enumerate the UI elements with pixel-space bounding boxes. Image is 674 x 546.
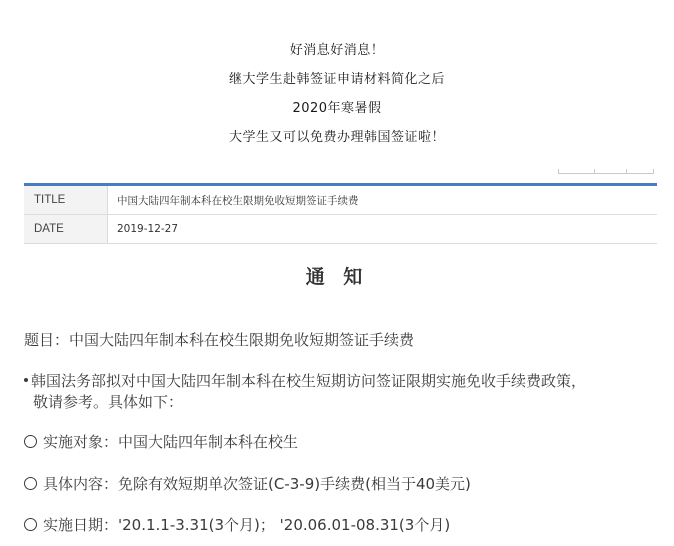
intro-line: 好消息好消息！ <box>289 43 385 58</box>
ruler-tick <box>626 169 627 174</box>
decorative-ruler <box>558 166 654 174</box>
policy-line <box>24 371 654 392</box>
notice-policy <box>24 371 654 413</box>
circle-bullet-icon <box>24 518 37 531</box>
dates-text: 实施日期：'20.1.1-3.31(3个月)； '20.06.01-08.31(3个月) <box>43 516 451 534</box>
intro-line: 大学生又可以免费办理韩国签证啦！ <box>228 130 445 145</box>
meta-row-date <box>24 215 657 244</box>
intro-line: 2020年寒暑假 <box>292 101 382 116</box>
ruler-tick <box>653 169 654 174</box>
policy-line-2: 敬请参考。具体如下： <box>33 393 184 411</box>
target-text: 实施对象：中国大陆四年制本科在校生 <box>43 433 299 451</box>
detail-text: 具体内容：免除有效短期单次签证(C-3-9)手续费(相当于40美元) <box>43 475 471 493</box>
notice-target <box>24 432 654 453</box>
ruler-line <box>558 173 654 174</box>
ruler-tick <box>594 169 595 174</box>
ruler-tick <box>558 169 559 174</box>
circle-bullet-icon <box>24 435 37 448</box>
bullet-dot-icon <box>24 378 28 382</box>
meta-row-title <box>24 186 657 215</box>
notice-detail <box>24 474 654 495</box>
notice-meta-table <box>24 183 657 244</box>
meta-title-value: 中国大陆四年制本科在校生限期免收短期签证手续费 <box>117 194 359 207</box>
notice-heading: 通 知 <box>305 266 369 288</box>
circle-bullet-icon <box>24 477 37 490</box>
policy-line-1: 韩国法务部拟对中国大陆四年制本科在校生短期访问签证限期实施免收手续费政策， <box>31 372 587 390</box>
intro-line: 继大学生赴韩签证申请材料简化之后 <box>228 72 445 87</box>
meta-date-value: 2019-12-27 <box>117 223 179 235</box>
intro-announcement <box>0 36 674 152</box>
notice-dates <box>24 515 654 536</box>
meta-title-key: TITLE <box>24 186 108 214</box>
meta-date-key: DATE <box>24 215 108 243</box>
notice-subject: 题目：中国大陆四年制本科在校生限期免收短期签证手续费 <box>24 331 415 349</box>
